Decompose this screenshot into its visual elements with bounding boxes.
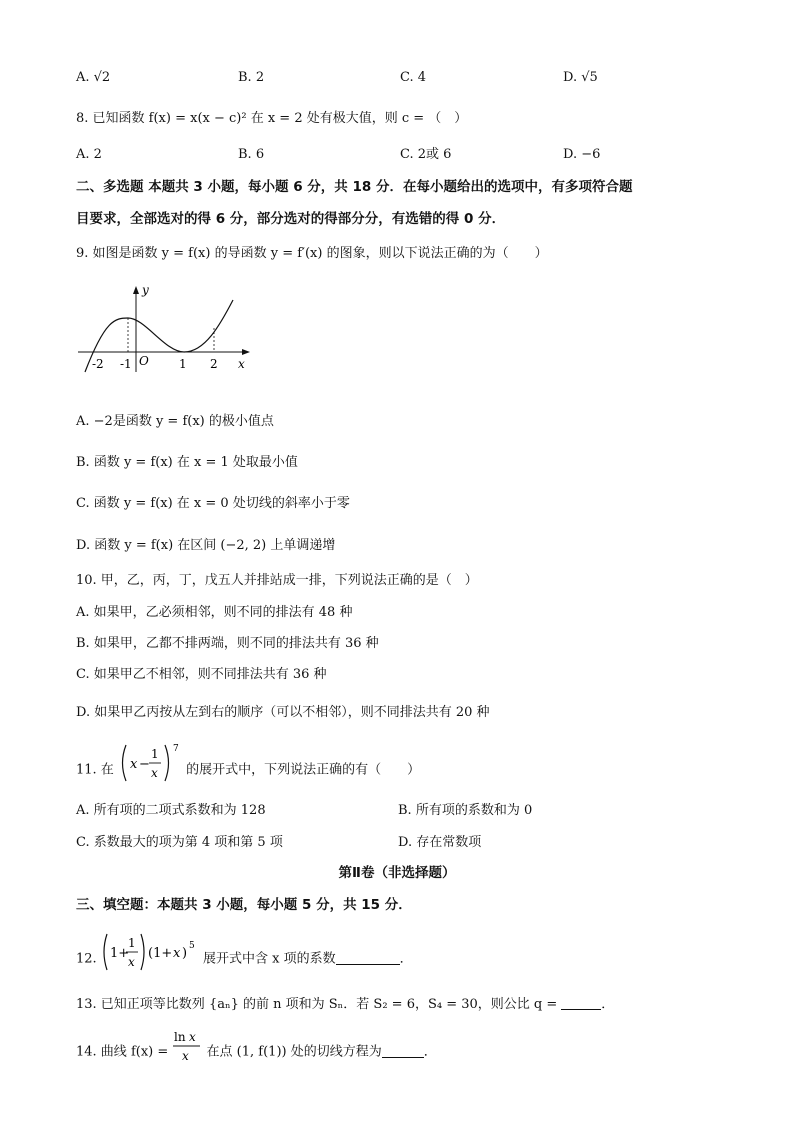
graph-x-label: x [238, 357, 245, 371]
svg-text:5: 5 [188, 941, 195, 951]
svg-text:7: 7 [172, 744, 179, 754]
graph-y-label: y [142, 283, 149, 297]
q10-option-a: A. 如果甲，乙必须相邻，则不同的排法有 48 种 [76, 605, 353, 620]
q7-option-b: B. 2 [238, 70, 265, 85]
q12-formula [101, 930, 199, 974]
q12-answer-blank[interactable] [336, 952, 400, 965]
q9-option-a: A. −2是函数 y = f(x) 的极小值点 [76, 414, 274, 429]
graph-tick-neg1: -1 [120, 357, 132, 371]
q11-stem [76, 744, 421, 785]
q11-prefix: 11. 在 [76, 762, 114, 778]
q11-suffix: 的展开式中，下列说法正确的有（ ） [186, 762, 421, 778]
q8-stem: 8. 已知函数 f(x) = x(x − c)² 在 x = 2 处有极大值，则 c = （ ） [76, 111, 468, 126]
graph-origin-label: O [139, 354, 149, 368]
svg-text:): ) [181, 946, 187, 961]
q11-option-a: A. 所有项的二项式系数和为 128 [76, 803, 266, 818]
q11-option-c: C. 系数最大的项为第 4 项和第 5 项 [76, 835, 283, 850]
q12-stem: 12. 1+ 1 x (1+ x ) 5 展开式中含 x 项的系数 ． [76, 944, 413, 974]
q10-option-b: B. 如果甲，乙都不排两端，则不同的排法共有 36 种 [76, 636, 379, 651]
svg-text:1+: 1+ [109, 946, 129, 961]
q11-option-b: B. 所有项的系数和为 0 [398, 803, 533, 818]
q10-option-d: D. 如果甲乙丙按从左到右的顺序（可以不相邻），则不同排法共有 20 种 [76, 705, 490, 720]
q10-option-c: C. 如果甲乙不相邻，则不同排法共有 36 种 [76, 667, 327, 682]
q14-fraction [172, 1026, 202, 1066]
q9-option-b: B. 函数 y = f(x) 在 x = 1 处取最小值 [76, 455, 298, 470]
svg-text:−: − [138, 757, 150, 772]
q7-option-d: D. √5 [563, 70, 598, 85]
graph-tick-neg2: -2 [92, 357, 104, 371]
q14-prefix: 14. 曲线 f(x) = [76, 1044, 169, 1060]
svg-text:x: x [172, 946, 181, 961]
q8-option-d: D. −6 [563, 147, 601, 162]
q8-option-c: C. 2或 6 [400, 147, 452, 162]
svg-text:x: x [127, 955, 135, 969]
q14-stem: 14. 曲线 f(x) = ln x x 在点 (1, f(1)) 处的切线方程为 ． [76, 1038, 437, 1066]
q12-prefix: 12. [76, 951, 97, 967]
q13-text: 13. 已知正项等比数列 {aₙ} 的前 n 项和为 Sₙ．若 S₂ = 6，S₄ = 30，则公比 q = [76, 997, 558, 1012]
svg-text:ln: ln [174, 1030, 186, 1044]
q13-answer-blank[interactable] [561, 997, 601, 1010]
q9-option-d: D. 函数 y = f(x) 在区间 (−2, 2) 上单调递增 [76, 538, 336, 553]
q9-stem: 9. 如图是函数 y = f(x) 的导函数 y = f′(x) 的图象，则以下说法正确的为（ ） [76, 246, 548, 261]
q11-binomial-formula [118, 741, 182, 785]
section3-heading: 三、填空题：本题共 3 小题，每小题 5 分，共 15 分． [76, 897, 412, 913]
svg-text:1: 1 [127, 936, 136, 950]
graph-tick-1: 1 [179, 357, 187, 371]
q8-option-a: A. 2 [76, 147, 102, 162]
q14-suffix: 在点 (1, f(1)) 处的切线方程为 [206, 1044, 382, 1060]
svg-text:x: x [129, 757, 138, 772]
svg-text:(1+: (1+ [147, 946, 173, 961]
q7-option-a: A. √2 [76, 70, 111, 85]
svg-text:x: x [189, 1030, 197, 1044]
q9-option-c: C. 函数 y = f(x) 在 x = 0 处切线的斜率小于零 [76, 496, 350, 511]
svg-text:1: 1 [150, 747, 159, 761]
q7-option-c: C. 4 [400, 70, 427, 85]
q8-option-b: B. 6 [238, 147, 265, 162]
q13-stem: 13. 已知正项等比数列 {aₙ} 的前 n 项和为 Sₙ．若 S₂ = 6，S₄ = 30，则公比 q = ． [76, 997, 615, 1012]
section2-heading-line2: 目要求，全部选对的得 6 分，部分选对的得部分分，有选错的得 0 分． [76, 211, 506, 227]
q11-option-d: D. 存在常数项 [398, 835, 482, 850]
q10-stem: 10. 甲，乙，丙，丁，戊五人并排站成一排，下列说法正确的是（ ） [76, 573, 478, 588]
svg-text:x: x [182, 1049, 190, 1063]
q12-text: 展开式中含 x 项的系数 [202, 951, 336, 967]
svg-text:x: x [150, 766, 158, 780]
q9-derivative-graph [70, 280, 260, 376]
section2-heading-line1: 二、多选题 本题共 3 小题，每小题 6 分，共 18 分．在每小题给出的选项中，有多项符合题 [76, 179, 633, 195]
part2-title: 第Ⅱ卷（非选择题） [338, 865, 456, 881]
q14-answer-blank[interactable] [382, 1045, 424, 1058]
graph-tick-2: 2 [210, 357, 218, 371]
